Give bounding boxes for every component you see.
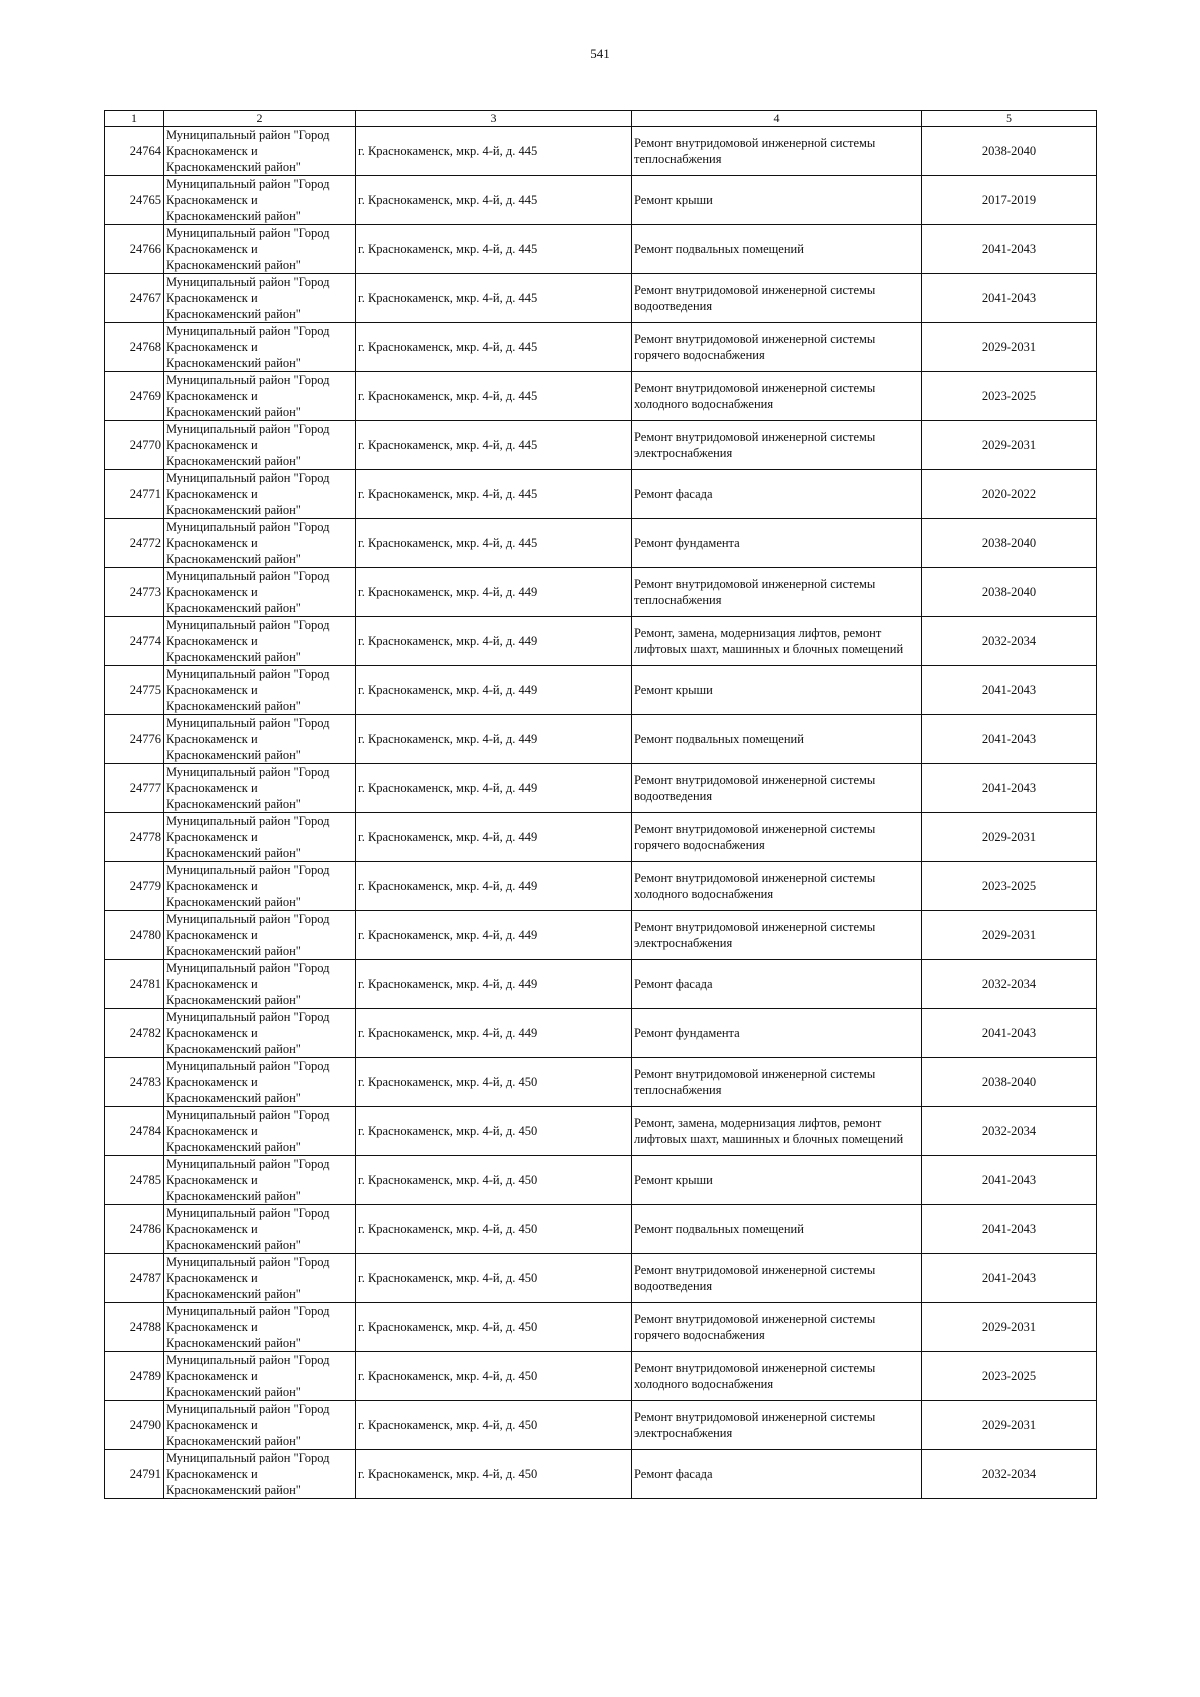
row-number: 24791 <box>105 1450 164 1499</box>
period-cell: 2041-2043 <box>922 225 1097 274</box>
address-cell: г. Краснокаменск, мкр. 4-й, д. 445 <box>356 274 632 323</box>
row-number: 24772 <box>105 519 164 568</box>
work-type-cell: Ремонт крыши <box>632 176 922 225</box>
work-type-cell: Ремонт внутридомовой инженерной системы холодного водоснабжения <box>632 372 922 421</box>
period-cell: 2032-2034 <box>922 1107 1097 1156</box>
row-number: 24783 <box>105 1058 164 1107</box>
period-cell: 2023-2025 <box>922 862 1097 911</box>
period-cell: 2041-2043 <box>922 1254 1097 1303</box>
table-row <box>105 1254 1097 1303</box>
work-type-cell: Ремонт внутридомовой инженерной системы электроснабжения <box>632 911 922 960</box>
period-cell: 2017-2019 <box>922 176 1097 225</box>
table-row <box>105 1156 1097 1205</box>
table-row <box>105 813 1097 862</box>
row-number: 24781 <box>105 960 164 1009</box>
registry-table <box>104 110 1097 1499</box>
municipality-cell: Муниципальный район "Город Краснокаменск и Краснокаменский район" <box>164 1009 356 1058</box>
period-cell: 2029-2031 <box>922 813 1097 862</box>
municipality-cell: Муниципальный район "Город Краснокаменск и Краснокаменский район" <box>164 1352 356 1401</box>
work-type-cell: Ремонт фундамента <box>632 1009 922 1058</box>
municipality-cell: Муниципальный район "Город Краснокаменск и Краснокаменский район" <box>164 911 356 960</box>
municipality-cell: Муниципальный район "Город Краснокаменск и Краснокаменский район" <box>164 519 356 568</box>
period-cell: 2041-2043 <box>922 1156 1097 1205</box>
row-number: 24773 <box>105 568 164 617</box>
municipality-cell: Муниципальный район "Город Краснокаменск и Краснокаменский район" <box>164 323 356 372</box>
period-cell: 2041-2043 <box>922 764 1097 813</box>
row-number: 24769 <box>105 372 164 421</box>
table-row <box>105 519 1097 568</box>
period-cell: 2032-2034 <box>922 617 1097 666</box>
table-row <box>105 372 1097 421</box>
table-row <box>105 1352 1097 1401</box>
municipality-cell: Муниципальный район "Город Краснокаменск и Краснокаменский район" <box>164 568 356 617</box>
municipality-cell: Муниципальный район "Город Краснокаменск и Краснокаменский район" <box>164 127 356 176</box>
period-cell: 2041-2043 <box>922 1009 1097 1058</box>
period-cell: 2038-2040 <box>922 1058 1097 1107</box>
table-row <box>105 666 1097 715</box>
period-cell: 2038-2040 <box>922 568 1097 617</box>
work-type-cell: Ремонт внутридомовой инженерной системы горячего водоснабжения <box>632 1303 922 1352</box>
address-cell: г. Краснокаменск, мкр. 4-й, д. 449 <box>356 764 632 813</box>
work-type-cell: Ремонт подвальных помещений <box>632 715 922 764</box>
page-number: 541 <box>590 46 610 61</box>
work-type-cell: Ремонт внутридомовой инженерной системы теплоснабжения <box>632 1058 922 1107</box>
municipality-cell: Муниципальный район "Город Краснокаменск и Краснокаменский район" <box>164 225 356 274</box>
table-row <box>105 470 1097 519</box>
table-row <box>105 421 1097 470</box>
address-cell: г. Краснокаменск, мкр. 4-й, д. 449 <box>356 666 632 715</box>
work-type-cell: Ремонт подвальных помещений <box>632 1205 922 1254</box>
period-cell: 2041-2043 <box>922 274 1097 323</box>
municipality-cell: Муниципальный район "Город Краснокаменск и Краснокаменский район" <box>164 960 356 1009</box>
address-cell: г. Краснокаменск, мкр. 4-й, д. 445 <box>356 323 632 372</box>
address-cell: г. Краснокаменск, мкр. 4-й, д. 449 <box>356 862 632 911</box>
address-cell: г. Краснокаменск, мкр. 4-й, д. 450 <box>356 1058 632 1107</box>
table-row <box>105 1401 1097 1450</box>
table-row <box>105 1009 1097 1058</box>
municipality-cell: Муниципальный район "Город Краснокаменск и Краснокаменский район" <box>164 813 356 862</box>
table-row <box>105 1205 1097 1254</box>
municipality-cell: Муниципальный район "Город Краснокаменск и Краснокаменский район" <box>164 1058 356 1107</box>
table-row <box>105 862 1097 911</box>
address-cell: г. Краснокаменск, мкр. 4-й, д. 445 <box>356 372 632 421</box>
address-cell: г. Краснокаменск, мкр. 4-й, д. 445 <box>356 225 632 274</box>
table-row <box>105 1303 1097 1352</box>
address-cell: г. Краснокаменск, мкр. 4-й, д. 450 <box>356 1401 632 1450</box>
row-number: 24788 <box>105 1303 164 1352</box>
period-cell: 2020-2022 <box>922 470 1097 519</box>
period-cell: 2041-2043 <box>922 715 1097 764</box>
address-cell: г. Краснокаменск, мкр. 4-й, д. 449 <box>356 960 632 1009</box>
period-cell: 2023-2025 <box>922 372 1097 421</box>
row-number: 24790 <box>105 1401 164 1450</box>
municipality-cell: Муниципальный район "Город Краснокаменск и Краснокаменский район" <box>164 1254 356 1303</box>
table-row <box>105 323 1097 372</box>
table-row <box>105 176 1097 225</box>
work-type-cell: Ремонт, замена, модернизация лифтов, ремонт лифтовых шахт, машинных и блочных помещений <box>632 1107 922 1156</box>
table-row <box>105 568 1097 617</box>
address-cell: г. Краснокаменск, мкр. 4-й, д. 445 <box>356 421 632 470</box>
header-row <box>105 111 1097 127</box>
row-number: 24778 <box>105 813 164 862</box>
work-type-cell: Ремонт внутридомовой инженерной системы теплоснабжения <box>632 127 922 176</box>
address-cell: г. Краснокаменск, мкр. 4-й, д. 449 <box>356 911 632 960</box>
work-type-cell: Ремонт крыши <box>632 1156 922 1205</box>
table-row <box>105 617 1097 666</box>
address-cell: г. Краснокаменск, мкр. 4-й, д. 449 <box>356 568 632 617</box>
table-row <box>105 715 1097 764</box>
table-row <box>105 274 1097 323</box>
municipality-cell: Муниципальный район "Город Краснокаменск и Краснокаменский район" <box>164 1303 356 1352</box>
work-type-cell: Ремонт, замена, модернизация лифтов, ремонт лифтовых шахт, машинных и блочных помещений <box>632 617 922 666</box>
work-type-cell: Ремонт крыши <box>632 666 922 715</box>
row-number: 24789 <box>105 1352 164 1401</box>
address-cell: г. Краснокаменск, мкр. 4-й, д. 449 <box>356 715 632 764</box>
table-row <box>105 911 1097 960</box>
table-row <box>105 764 1097 813</box>
address-cell: г. Краснокаменск, мкр. 4-й, д. 449 <box>356 813 632 862</box>
municipality-cell: Муниципальный район "Город Краснокаменск и Краснокаменский район" <box>164 1205 356 1254</box>
work-type-cell: Ремонт внутридомовой инженерной системы водоотведения <box>632 764 922 813</box>
period-cell: 2029-2031 <box>922 323 1097 372</box>
period-cell: 2032-2034 <box>922 1450 1097 1499</box>
address-cell: г. Краснокаменск, мкр. 4-й, д. 450 <box>356 1107 632 1156</box>
row-number: 24775 <box>105 666 164 715</box>
municipality-cell: Муниципальный район "Город Краснокаменск и Краснокаменский район" <box>164 666 356 715</box>
municipality-cell: Муниципальный район "Город Краснокаменск и Краснокаменский район" <box>164 421 356 470</box>
work-type-cell: Ремонт внутридомовой инженерной системы холодного водоснабжения <box>632 862 922 911</box>
municipality-cell: Муниципальный район "Город Краснокаменск и Краснокаменский район" <box>164 617 356 666</box>
row-number: 24768 <box>105 323 164 372</box>
work-type-cell: Ремонт внутридомовой инженерной системы электроснабжения <box>632 421 922 470</box>
address-cell: г. Краснокаменск, мкр. 4-й, д. 449 <box>356 617 632 666</box>
row-number: 24777 <box>105 764 164 813</box>
table-row <box>105 1450 1097 1499</box>
row-number: 24776 <box>105 715 164 764</box>
table-row <box>105 1107 1097 1156</box>
period-cell: 2038-2040 <box>922 127 1097 176</box>
address-cell: г. Краснокаменск, мкр. 4-й, д. 450 <box>356 1205 632 1254</box>
municipality-cell: Муниципальный район "Город Краснокаменск и Краснокаменский район" <box>164 274 356 323</box>
column-header-2: 2 <box>164 111 356 127</box>
row-number: 24786 <box>105 1205 164 1254</box>
row-number: 24774 <box>105 617 164 666</box>
column-header-5: 5 <box>922 111 1097 127</box>
row-number: 24785 <box>105 1156 164 1205</box>
row-number: 24784 <box>105 1107 164 1156</box>
municipality-cell: Муниципальный район "Город Краснокаменск и Краснокаменский район" <box>164 862 356 911</box>
period-cell: 2023-2025 <box>922 1352 1097 1401</box>
row-number: 24782 <box>105 1009 164 1058</box>
address-cell: г. Краснокаменск, мкр. 4-й, д. 449 <box>356 1009 632 1058</box>
period-cell: 2029-2031 <box>922 421 1097 470</box>
column-header-1: 1 <box>105 111 164 127</box>
table-body <box>105 127 1097 1499</box>
table-header <box>105 111 1097 127</box>
municipality-cell: Муниципальный район "Город Краснокаменск и Краснокаменский район" <box>164 372 356 421</box>
row-number: 24779 <box>105 862 164 911</box>
address-cell: г. Краснокаменск, мкр. 4-й, д. 450 <box>356 1352 632 1401</box>
work-type-cell: Ремонт внутридомовой инженерной системы горячего водоснабжения <box>632 813 922 862</box>
period-cell: 2041-2043 <box>922 1205 1097 1254</box>
address-cell: г. Краснокаменск, мкр. 4-й, д. 450 <box>356 1156 632 1205</box>
municipality-cell: Муниципальный район "Город Краснокаменск и Краснокаменский район" <box>164 176 356 225</box>
address-cell: г. Краснокаменск, мкр. 4-й, д. 445 <box>356 176 632 225</box>
municipality-cell: Муниципальный район "Город Краснокаменск и Краснокаменский район" <box>164 1156 356 1205</box>
address-cell: г. Краснокаменск, мкр. 4-й, д. 445 <box>356 470 632 519</box>
address-cell: г. Краснокаменск, мкр. 4-й, д. 445 <box>356 519 632 568</box>
table-row <box>105 127 1097 176</box>
row-number: 24767 <box>105 274 164 323</box>
work-type-cell: Ремонт внутридомовой инженерной системы горячего водоснабжения <box>632 323 922 372</box>
work-type-cell: Ремонт фасада <box>632 470 922 519</box>
column-header-4: 4 <box>632 111 922 127</box>
row-number: 24787 <box>105 1254 164 1303</box>
municipality-cell: Муниципальный район "Город Краснокаменск и Краснокаменский район" <box>164 470 356 519</box>
work-type-cell: Ремонт внутридомовой инженерной системы водоотведения <box>632 1254 922 1303</box>
row-number: 24780 <box>105 911 164 960</box>
address-cell: г. Краснокаменск, мкр. 4-й, д. 450 <box>356 1450 632 1499</box>
work-type-cell: Ремонт внутридомовой инженерной системы электроснабжения <box>632 1401 922 1450</box>
work-type-cell: Ремонт фундамента <box>632 519 922 568</box>
column-header-3: 3 <box>356 111 632 127</box>
municipality-cell: Муниципальный район "Город Краснокаменск и Краснокаменский район" <box>164 715 356 764</box>
row-number: 24765 <box>105 176 164 225</box>
period-cell: 2029-2031 <box>922 1401 1097 1450</box>
period-cell: 2041-2043 <box>922 666 1097 715</box>
municipality-cell: Муниципальный район "Город Краснокаменск и Краснокаменский район" <box>164 1401 356 1450</box>
table-row <box>105 225 1097 274</box>
period-cell: 2029-2031 <box>922 1303 1097 1352</box>
work-type-cell: Ремонт внутридомовой инженерной системы холодного водоснабжения <box>632 1352 922 1401</box>
table-row <box>105 960 1097 1009</box>
address-cell: г. Краснокаменск, мкр. 4-й, д. 450 <box>356 1254 632 1303</box>
row-number: 24771 <box>105 470 164 519</box>
period-cell: 2038-2040 <box>922 519 1097 568</box>
period-cell: 2029-2031 <box>922 911 1097 960</box>
row-number: 24770 <box>105 421 164 470</box>
table-row <box>105 1058 1097 1107</box>
work-type-cell: Ремонт внутридомовой инженерной системы водоотведения <box>632 274 922 323</box>
row-number: 24766 <box>105 225 164 274</box>
work-type-cell: Ремонт фасада <box>632 1450 922 1499</box>
work-type-cell: Ремонт внутридомовой инженерной системы теплоснабжения <box>632 568 922 617</box>
municipality-cell: Муниципальный район "Город Краснокаменск и Краснокаменский район" <box>164 1450 356 1499</box>
work-type-cell: Ремонт подвальных помещений <box>632 225 922 274</box>
row-number: 24764 <box>105 127 164 176</box>
address-cell: г. Краснокаменск, мкр. 4-й, д. 450 <box>356 1303 632 1352</box>
period-cell: 2032-2034 <box>922 960 1097 1009</box>
address-cell: г. Краснокаменск, мкр. 4-й, д. 445 <box>356 127 632 176</box>
municipality-cell: Муниципальный район "Город Краснокаменск и Краснокаменский район" <box>164 764 356 813</box>
municipality-cell: Муниципальный район "Город Краснокаменск и Краснокаменский район" <box>164 1107 356 1156</box>
work-type-cell: Ремонт фасада <box>632 960 922 1009</box>
